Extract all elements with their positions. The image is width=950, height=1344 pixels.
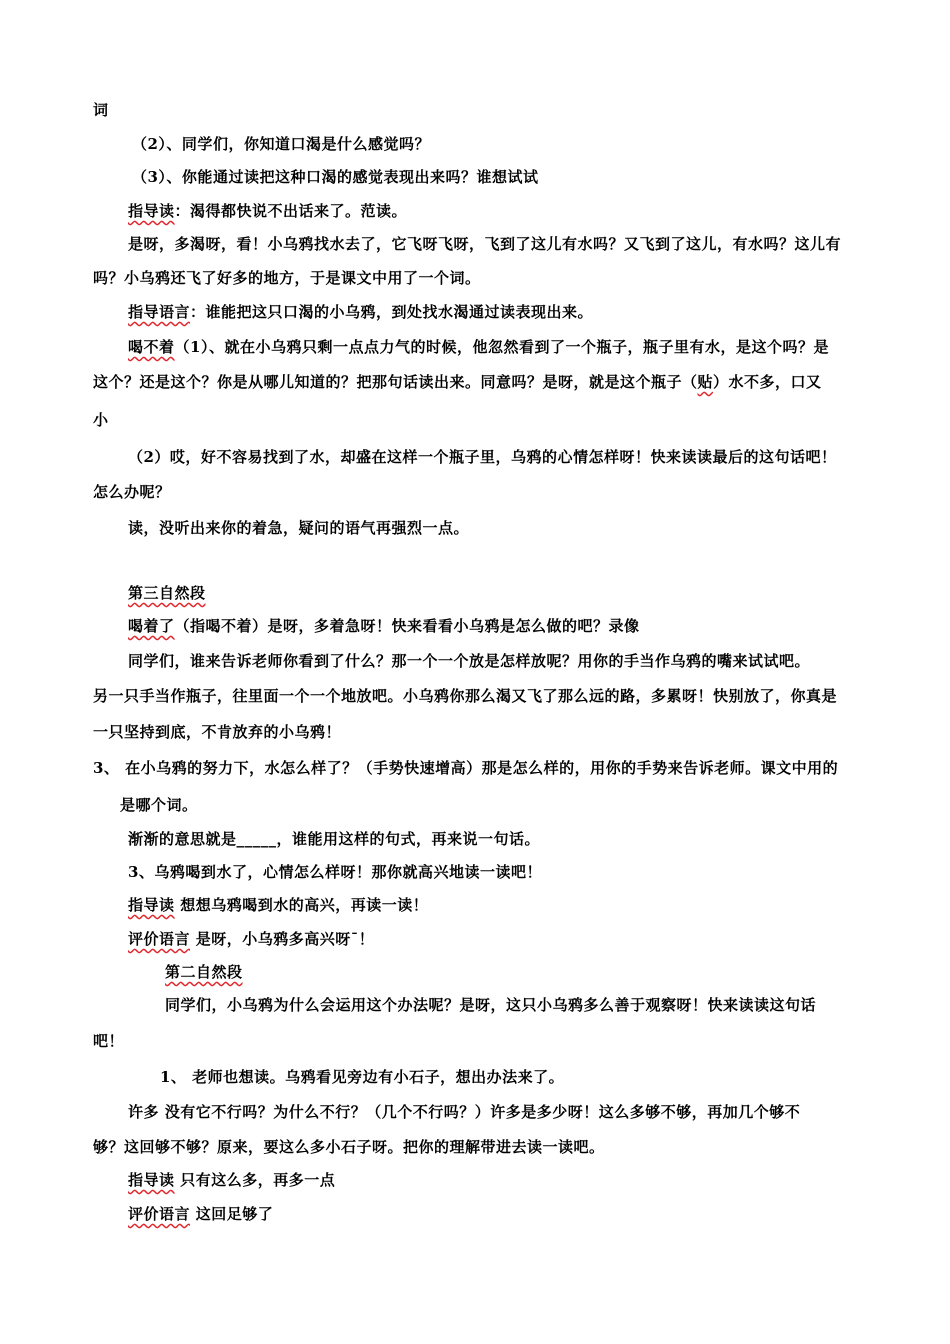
- line-text: 只有这么多，再多一点: [174, 1171, 336, 1189]
- line-text: 吗？小乌鸦还飞了好多的地方，于是课文中用了一个词。: [93, 269, 481, 287]
- line-text: 够？这回够不够？原来，要这么多小石子呀。把你的理解带进去读一读吧。: [93, 1138, 605, 1156]
- text-line: [160, 1067, 564, 1087]
- text-line: [128, 1204, 273, 1224]
- line-text: 同学们，小乌鸦为什么会运用这个办法呢？是呀，这只小乌鸦多么善于观察呀！快来读读这句话: [165, 996, 817, 1014]
- underlined-tag: 指导读: [128, 202, 175, 220]
- line-text: 这个？还是这个？你是从哪儿知道的？把那句话读出来。同意吗？是呀，就是这个瓶子（: [93, 373, 698, 391]
- text-line: [128, 862, 542, 882]
- text-line: [128, 201, 407, 221]
- line-text: 怎么办呢？: [93, 483, 171, 501]
- text-line: [93, 722, 341, 742]
- underlined-tag: 喝着了: [128, 617, 175, 635]
- text-line: [128, 616, 640, 636]
- text-line: [132, 134, 430, 154]
- line-text: 同学们，谁来告诉老师你看到了什么？那一个一个放是怎样放呢？用你的手当作乌鸦的嘴来试试吧。: [128, 652, 811, 670]
- text-line: [93, 758, 838, 778]
- line-text: 3、 在小乌鸦的努力下，水怎么样了？（手势快速增高）那是怎么样的，用你的手势来告诉老师。课文中用的: [93, 759, 839, 777]
- text-line: [93, 1031, 124, 1051]
- line-text: 想想乌鸦喝到水的高兴，再读一读！: [174, 896, 429, 914]
- line-text: 小: [93, 411, 109, 429]
- line-text: 许多 没有它不行吗？为什么不行？（几个不行吗？）许多是多少呀！这么多够不够，再加几个够不: [128, 1103, 801, 1121]
- line-text: 另一只手当作瓶子，往里面一个一个地放吧。小乌鸦你那么渴又飞了那么远的路，多累呀！快别放了，你真是: [93, 687, 838, 705]
- line-text: ：谁能把这只口渴的小乌鸦，到处找水渴通过读表现出来。: [190, 303, 594, 321]
- line-text: 读，没听出来你的着急，疑问的语气再强烈一点。: [128, 519, 470, 537]
- text-line: [128, 929, 374, 949]
- text-line: [165, 995, 816, 1015]
- line-text: ）水不多，口又: [713, 373, 822, 391]
- text-line: [128, 895, 428, 915]
- line-text: 是呀，小乌鸦多高兴呀¯！: [190, 930, 375, 948]
- line-text: 1、 老师也想读。乌鸦看见旁边有小石子，想出办法来了。: [160, 1068, 565, 1086]
- line-text: ：渴得都快说不出话来了。范读。: [174, 202, 408, 220]
- text-line: [132, 167, 538, 187]
- text-line: [93, 686, 837, 706]
- text-line: [93, 482, 171, 502]
- line-text: 吧！: [93, 1032, 125, 1050]
- line-text: 一只坚持到底，不肯放弃的小乌鸦！: [93, 723, 342, 741]
- section-heading: [165, 962, 243, 982]
- underlined-tag: 喝不着: [128, 338, 175, 356]
- underlined-tag: 第二自然段: [165, 963, 243, 981]
- line-text: 是哪个词。: [120, 796, 198, 814]
- line-text: （2）、同学们，你知道口渴是什么感觉吗？: [132, 135, 430, 153]
- underlined-tag: 指导语言: [128, 303, 191, 321]
- text-line: [128, 651, 810, 671]
- text-line: [128, 337, 829, 357]
- underlined-tag: 评价语言: [128, 1205, 191, 1223]
- line-text: 渐渐的意思就是_____，谁能用这样的句式，再来说一句话。: [128, 830, 541, 848]
- text-line: [128, 234, 841, 254]
- text-line: [128, 1102, 800, 1122]
- underlined-tag: 第三自然段: [128, 584, 206, 602]
- line-text: （指喝不着）是呀，多着急呀！快来看看小乌鸦是怎么做的吧？录像: [174, 617, 640, 635]
- line-text: 这回足够了: [190, 1205, 274, 1223]
- text-line: [93, 1137, 605, 1157]
- underlined-tag: 指导读: [128, 896, 175, 914]
- text-line: [128, 518, 469, 538]
- underlined-tag: 贴: [697, 373, 714, 391]
- text-line: [128, 829, 540, 849]
- text-line: [93, 372, 822, 392]
- text-line: [128, 1170, 335, 1190]
- line-text: 3、乌鸦喝到水了，心情怎么样呀！那你就高兴地读一读吧！: [128, 863, 542, 881]
- text-line: [128, 302, 593, 322]
- section-heading: [128, 583, 206, 603]
- line-text: （1）、就在小乌鸦只剩一点点力气的时候，他忽然看到了一个瓶子，瓶子里有水，是这个吗？是: [174, 338, 829, 356]
- underlined-tag: 指导读: [128, 1171, 175, 1189]
- text-line: [93, 410, 109, 430]
- line-text: 是呀，多渴呀，看！小乌鸦找水去了，它飞呀飞呀，飞到了这儿有水吗？又飞到了这儿，有水吗？这儿有: [128, 235, 842, 253]
- text-line: [93, 268, 481, 288]
- text-line: [128, 447, 836, 467]
- text-line: [120, 795, 198, 815]
- line-text: （3）、你能通过读把这种口渴的感觉表现出来吗？谁想试试: [132, 168, 539, 186]
- underlined-tag: 评价语言: [128, 930, 191, 948]
- line-text: （2）哎，好不容易找到了水，却盛在这样一个瓶子里，乌鸦的心情怎样呀！快来读读最后的这句话吧！: [128, 448, 837, 466]
- text-line: [93, 100, 109, 120]
- line-text: 词: [93, 101, 109, 119]
